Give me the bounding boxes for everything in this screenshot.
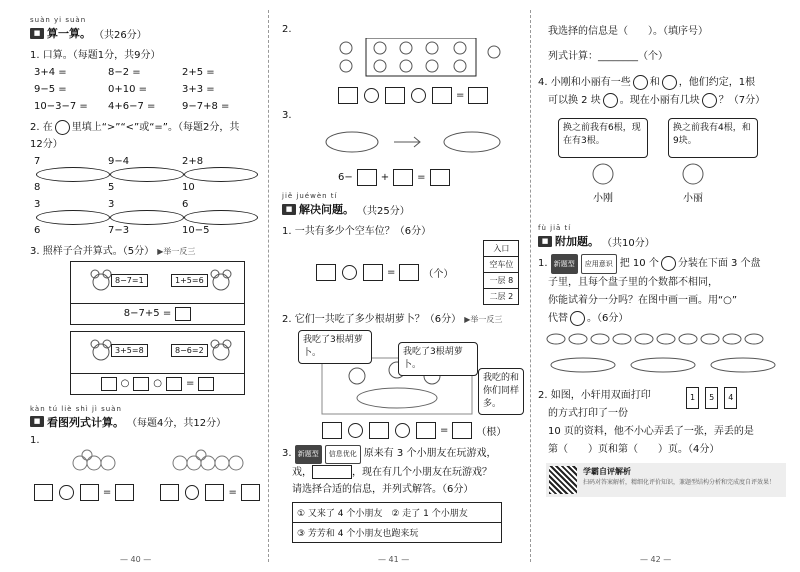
compare-circle[interactable] xyxy=(36,210,110,225)
answer-box[interactable] xyxy=(312,465,352,479)
section-icon: ■ xyxy=(30,416,44,427)
cookie-icon xyxy=(570,311,585,326)
example-tag: 8−7=1 xyxy=(111,274,148,287)
page-number: — 40 — xyxy=(120,555,152,564)
calc-item: 4+6−7 = xyxy=(108,101,156,112)
qr-banner: 学霸自评解析 扫码对答案解析，精细化评价知识，兼题型结构分析和完成度自评效果！ xyxy=(546,463,786,497)
character-name: 小丽 xyxy=(683,193,703,204)
question-label: 2. xyxy=(282,24,292,35)
girl-icon xyxy=(678,162,708,186)
mouse-scene-icon xyxy=(71,332,246,374)
speech-bubble: 换之前我有6根，现在有3根。 xyxy=(558,118,648,158)
compare-circle[interactable] xyxy=(184,167,258,182)
cookie-icon xyxy=(661,256,676,271)
equation-row: = （根） xyxy=(322,422,524,439)
section-icon: ■ xyxy=(282,204,296,215)
section-icon: ■ xyxy=(538,236,552,247)
question-label: 1. 一共有多少个空车位？（6分） xyxy=(282,226,432,237)
speech-bubble: 换之前我有4根，和9块。 xyxy=(668,118,758,158)
section-title-text: 算一算。 xyxy=(47,27,91,40)
page-42 xyxy=(530,0,800,572)
mouse-scene-icon xyxy=(71,262,246,304)
calc-item: 3+4 = xyxy=(34,67,67,78)
calc-row xyxy=(34,84,260,95)
printed-sheets: 1 5 4 xyxy=(686,387,737,409)
question-label: 2. 在 里填上“>”“<”或“=”。（每题2分，共 12分） xyxy=(30,118,260,150)
lightbulb-picture-icon xyxy=(332,38,532,78)
lollipop-icon xyxy=(662,75,677,90)
answer-box[interactable] xyxy=(80,484,99,501)
tree-picture-icon xyxy=(322,124,522,160)
section-pinyin: suàn yi suàn xyxy=(30,16,87,24)
calc-grid xyxy=(30,67,260,112)
compare-item: 78 xyxy=(34,156,108,193)
equation-row: = = xyxy=(34,484,260,501)
answer-box[interactable] xyxy=(338,87,358,104)
answer-box[interactable] xyxy=(468,87,488,104)
answer-box[interactable] xyxy=(160,484,179,501)
answer-box[interactable] xyxy=(452,422,472,439)
candy-icon xyxy=(633,75,648,90)
equation-row: 6− + = xyxy=(338,169,524,186)
compare-circle[interactable] xyxy=(184,210,258,225)
answer-box[interactable] xyxy=(205,484,224,501)
question-label: 3. 新题型 信息优化 原来有 3 个小朋友在玩游戏， 戏， ，现在有几个小朋友在玩游戏？ 请选择合适的信息，并列式解答。（6分） xyxy=(282,445,524,498)
section-title xyxy=(30,25,260,41)
question-label: 1. 新题型 应用意识 把 10 个 分装在下面 3 个盘 子里，且每个盘子里的个数都不相同， 你能试着分一分吗？在图中画一画。用“○” 代替 。（6分） xyxy=(538,254,794,328)
answer-box[interactable] xyxy=(399,264,419,281)
example-tag: 1+5=6 xyxy=(171,274,208,287)
compare-row xyxy=(34,199,260,236)
answer-box[interactable] xyxy=(115,484,134,501)
answer-box[interactable] xyxy=(393,169,413,186)
answer-box[interactable] xyxy=(101,377,117,391)
answer-box[interactable] xyxy=(363,264,383,281)
calc-item: 2+5 = xyxy=(182,67,215,78)
section-score: （共26分） xyxy=(94,29,147,41)
compare-row xyxy=(34,156,260,193)
answer-box[interactable] xyxy=(432,87,452,104)
section-icon: ■ xyxy=(30,28,44,39)
page-number: — 42 — xyxy=(640,555,672,564)
question-label: 我选择的信息是（ ）。（填序号） xyxy=(548,26,708,37)
page-41 xyxy=(268,0,530,572)
boy-icon xyxy=(588,162,618,186)
section-pinyin: kàn tú liè shì jì suàn xyxy=(30,404,122,413)
page-number: — 41 — xyxy=(378,555,410,564)
example-tag: 3+5=8 xyxy=(111,344,148,357)
answer-box[interactable] xyxy=(316,264,336,281)
section-title: ■ 看图列式计算。 （每题4分，共12分） xyxy=(30,414,260,430)
candy-icon xyxy=(702,93,717,108)
calc-item: 10−3−7 = xyxy=(34,101,88,112)
compare-item: 2+810 xyxy=(182,156,256,193)
answer-box[interactable] xyxy=(175,307,191,321)
cookies-and-plates-icon xyxy=(538,331,788,379)
question-label: 2. 如图，小轩用双面打印 的方式打印了一份 10 页的资料，他不小心弄丢了一张，弄丢的是 第（ ）页和第（ ）页。（4分） 1 5 4 xyxy=(538,387,794,459)
compare-circle[interactable] xyxy=(36,167,110,182)
answer-box[interactable] xyxy=(198,377,214,391)
calc-row xyxy=(34,67,260,78)
compare-item: 610−5 xyxy=(182,199,256,236)
example-result: 8−7+5 = xyxy=(123,308,172,319)
section-title: ■ 解决问题。 （共25分） xyxy=(282,201,524,217)
answer-box[interactable] xyxy=(241,484,260,501)
question-label: 1. 口算。（每题1分，共9分） xyxy=(30,50,161,61)
option-box xyxy=(292,502,502,543)
question-label: 列式计算：________（个） xyxy=(548,51,668,62)
calc-item: 9−7+8 = xyxy=(182,101,230,112)
option-row[interactable]: ③ 芳芳和 4 个小朋友也跑来玩 xyxy=(297,529,419,539)
option-row[interactable]: ① 又来了 4 个小朋友 ② 走了 1 个小朋友 xyxy=(293,503,501,523)
calc-row xyxy=(34,101,260,112)
question-label: 4. 小刚和小丽有一些 和 ，他们约定，1根 可以换 2 块 。现在小丽有几块 ？（7分） xyxy=(538,74,794,110)
section-pinyin: fù jiā tí xyxy=(538,224,572,232)
practice-box: 3+5=8 8−6=2 ○ ○ = xyxy=(70,331,245,395)
character-name: 小刚 xyxy=(593,193,613,204)
answer-box[interactable] xyxy=(430,169,450,186)
answer-box[interactable] xyxy=(133,377,149,391)
answer-box[interactable] xyxy=(385,87,405,104)
equation-row: = xyxy=(338,87,524,104)
calc-item: 0+10 = xyxy=(108,84,148,95)
calc-item: 9−5 = xyxy=(34,84,67,95)
section-pinyin: jiě juéwèn tí xyxy=(282,192,338,200)
compare-circle xyxy=(55,120,70,135)
answer-box[interactable] xyxy=(166,377,182,391)
equation-row: = （个） xyxy=(316,264,453,281)
qr-code-icon[interactable] xyxy=(549,466,577,494)
answer-box[interactable] xyxy=(357,169,377,186)
candy-icon xyxy=(603,93,618,108)
compare-circle[interactable] xyxy=(110,167,184,182)
example-tag: 8−6=2 xyxy=(171,344,208,357)
question-label: 1. xyxy=(30,434,40,446)
answer-box[interactable] xyxy=(369,422,389,439)
answer-box[interactable] xyxy=(416,422,436,439)
rabbit-scene xyxy=(282,328,524,416)
speech-bubble: 我吃了3根胡萝卜。 xyxy=(298,330,372,364)
parking-table: 入口 空车位 一层 8 二层 2 xyxy=(483,240,519,305)
question-label: 3. 照样子合并算式。（5分） ▶举一反三 xyxy=(30,245,196,257)
question-label: 3. xyxy=(282,110,292,121)
compare-circle[interactable] xyxy=(110,210,184,225)
example-box xyxy=(70,261,245,325)
speech-bubble: 我吃的和你们同样多。 xyxy=(478,368,524,415)
compare-item: 37−3 xyxy=(108,199,182,236)
section-title: ■ 附加题。 （共10分） xyxy=(538,233,794,249)
speech-bubble: 我吃了3根胡萝卜。 xyxy=(398,342,478,376)
question-label: 2. 它们一共吃了多少根胡萝卜？（6分） ▶举一反三 xyxy=(282,314,503,325)
calc-item: 3+3 = xyxy=(182,84,215,95)
compare-item: 36 xyxy=(34,199,108,236)
compare-item: 9−45 xyxy=(108,156,182,193)
compare-grid xyxy=(30,156,260,236)
page-40 xyxy=(0,0,268,572)
answer-box[interactable] xyxy=(322,422,342,439)
calc-item: 8−2 = xyxy=(108,67,141,78)
peach-picture-icon xyxy=(60,449,280,475)
answer-box[interactable] xyxy=(34,484,53,501)
